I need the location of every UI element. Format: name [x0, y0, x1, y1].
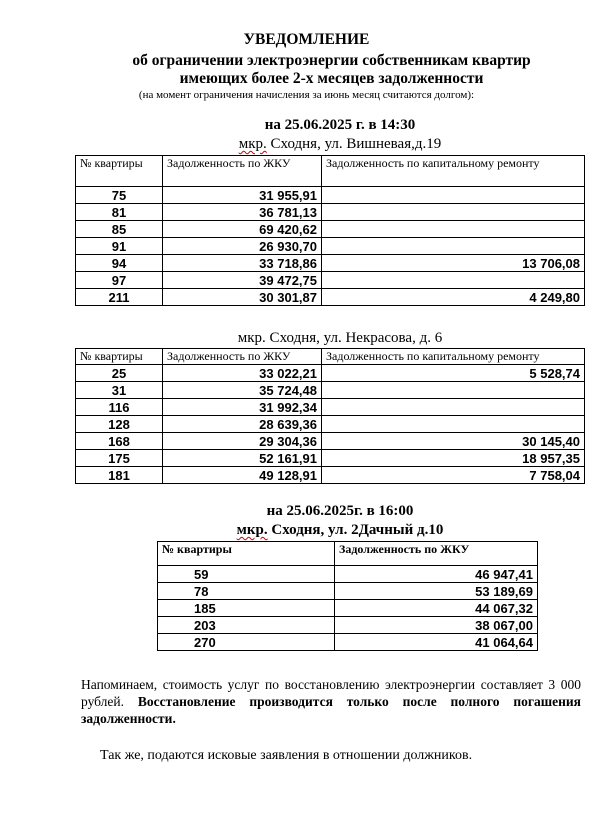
section3-apartment-cell: 59: [158, 566, 335, 583]
section2-apartment-cell: 181: [76, 467, 163, 484]
section1-repair-debt-cell: [322, 204, 585, 221]
section1-row: [76, 289, 585, 306]
section3-housing-debt-cell: 38 067,00: [335, 617, 538, 634]
section2-apartment-cell: 168: [76, 433, 163, 450]
section2-col-repair-debt: Задолженность по капитальному ремонту: [322, 349, 585, 365]
section1-housing-debt-cell: 31 955,91: [163, 187, 322, 204]
section1-apartment-cell: 91: [76, 238, 163, 255]
reminder-text: Напоминаем, стоимость услуг по восстановлению электроэнергии составляет 3 000 рублей.: [81, 677, 581, 709]
section3-row: [158, 600, 538, 617]
section3-datetime: на 25.06.2025г. в 16:00: [266, 503, 414, 519]
section2-col-housing-debt: Задолженность по ЖКУ: [163, 349, 322, 365]
section3-housing-debt-cell: 53 189,69: [335, 583, 538, 600]
section1-row: [76, 255, 585, 272]
section3-apartment-cell: 203: [158, 617, 335, 634]
section1-row: [76, 238, 585, 255]
section3-address-prefix: мкр.: [236, 522, 268, 538]
section2-housing-debt-cell: 35 724,48: [163, 382, 322, 399]
section1-housing-debt-cell: 33 718,86: [163, 255, 322, 272]
section1-repair-debt-cell: 4 249,80: [322, 289, 585, 306]
section2-housing-debt-cell: 33 022,21: [163, 365, 322, 382]
section2-row: [76, 416, 585, 433]
section1-housing-debt-cell: 69 420,62: [163, 221, 322, 238]
section3-address: [0, 522, 613, 539]
section1-table: [75, 155, 585, 306]
section2-row: [76, 365, 585, 382]
section2-table: [75, 348, 585, 484]
section1-address-rest: Сходня, ул. Вишневая,д.19: [266, 136, 442, 152]
section1-row: [76, 221, 585, 238]
section2-apartment-cell: 116: [76, 399, 163, 416]
section1-row: [76, 204, 585, 221]
section2-header-row: [76, 349, 585, 365]
section3-address-rest: Сходня, ул. 2Дачный д.10: [267, 522, 444, 538]
section1-datetime: на 25.06.2025 г. в 14:30: [264, 117, 416, 133]
section3-row: [158, 566, 538, 583]
section2-row: [76, 382, 585, 399]
section1-col-repair-debt: Задолженность по капитальному ремонту: [322, 156, 585, 187]
section3-apartment-cell: 185: [158, 600, 335, 617]
notice-title: УВЕДОМЛЕНИЕ: [243, 31, 370, 48]
section2-housing-debt-cell: 28 639,36: [163, 416, 322, 433]
section3-col-housing-debt: Задолженность по ЖКУ: [335, 542, 538, 566]
section1-repair-debt-cell: [322, 221, 585, 238]
section3-apartment-cell: 78: [158, 583, 335, 600]
section1-apartment-cell: 81: [76, 204, 163, 221]
section1-repair-debt-cell: 13 706,08: [322, 255, 585, 272]
section1-housing-debt-cell: 36 781,13: [163, 204, 322, 221]
section2-apartment-cell: 175: [76, 450, 163, 467]
section2-repair-debt-cell: 30 145,40: [322, 433, 585, 450]
section2-repair-debt-cell: [322, 416, 585, 433]
section2-row: [76, 399, 585, 416]
section1-apartment-cell: 211: [76, 289, 163, 306]
section1-row: [76, 187, 585, 204]
section1-repair-debt-cell: [322, 272, 585, 289]
section2-repair-debt-cell: 5 528,74: [322, 365, 585, 382]
section3-row: [158, 617, 538, 634]
section2-housing-debt-cell: 52 161,91: [163, 450, 322, 467]
section1-address: [0, 136, 613, 153]
claims-paragraph: Так же, подаются исковые заявления в отношении должников.: [100, 748, 473, 763]
section1-address-prefix: мкр.: [238, 136, 267, 152]
section2-housing-debt-cell: 31 992,34: [163, 399, 322, 416]
section3-row: [158, 634, 538, 651]
section3-header-row: [158, 542, 538, 566]
section3-table: [157, 541, 538, 651]
section2-row: [76, 433, 585, 450]
section1-repair-debt-cell: [322, 187, 585, 204]
section1-housing-debt-cell: 30 301,87: [163, 289, 322, 306]
section2-row: [76, 467, 585, 484]
section3-apartment-cell: 270: [158, 634, 335, 651]
section2-apartment-cell: 31: [76, 382, 163, 399]
section2-housing-debt-cell: 29 304,36: [163, 433, 322, 450]
section2-repair-debt-cell: [322, 399, 585, 416]
section1-header-row: [76, 156, 585, 187]
section1-housing-debt-cell: 39 472,75: [163, 272, 322, 289]
section1-repair-debt-cell: [322, 238, 585, 255]
notice-subtitle-line2: имеющих более 2-х месяцев задолженности: [179, 70, 484, 87]
notice-subtitle-line1: об ограничении электроэнергии собственникам квартир: [132, 52, 531, 69]
section1-col-housing-debt: Задолженность по ЖКУ: [163, 156, 322, 187]
section1-housing-debt-cell: 26 930,70: [163, 238, 322, 255]
section2-row: [76, 450, 585, 467]
section3-housing-debt-cell: 41 064,64: [335, 634, 538, 651]
section3-housing-debt-cell: 44 067,32: [335, 600, 538, 617]
reminder-paragraph: [81, 676, 581, 727]
section3-housing-debt-cell: 46 947,41: [335, 566, 538, 583]
section3-col-apartment: № квартиры: [158, 542, 335, 566]
section2-col-apartment: № квартиры: [76, 349, 163, 365]
section2-apartment-cell: 128: [76, 416, 163, 433]
section2-apartment-cell: 25: [76, 365, 163, 382]
section1-row: [76, 272, 585, 289]
section2-address: мкр. Сходня, ул. Некрасова, д. 6: [237, 330, 443, 346]
section2-repair-debt-cell: [322, 382, 585, 399]
reminder-bold-text: Восстановление производится только после полного погашения задолженности.: [81, 694, 581, 726]
section2-repair-debt-cell: 18 957,35: [322, 450, 585, 467]
section2-repair-debt-cell: 7 758,04: [322, 467, 585, 484]
section1-apartment-cell: 85: [76, 221, 163, 238]
section3-row: [158, 583, 538, 600]
section1-apartment-cell: 97: [76, 272, 163, 289]
section1-apartment-cell: 94: [76, 255, 163, 272]
notice-note: (на момент ограничения начисления за июнь месяц считаются долгом):: [138, 89, 475, 101]
section2-housing-debt-cell: 49 128,91: [163, 467, 322, 484]
section1-apartment-cell: 75: [76, 187, 163, 204]
section1-col-apartment: № квартиры: [76, 156, 163, 187]
